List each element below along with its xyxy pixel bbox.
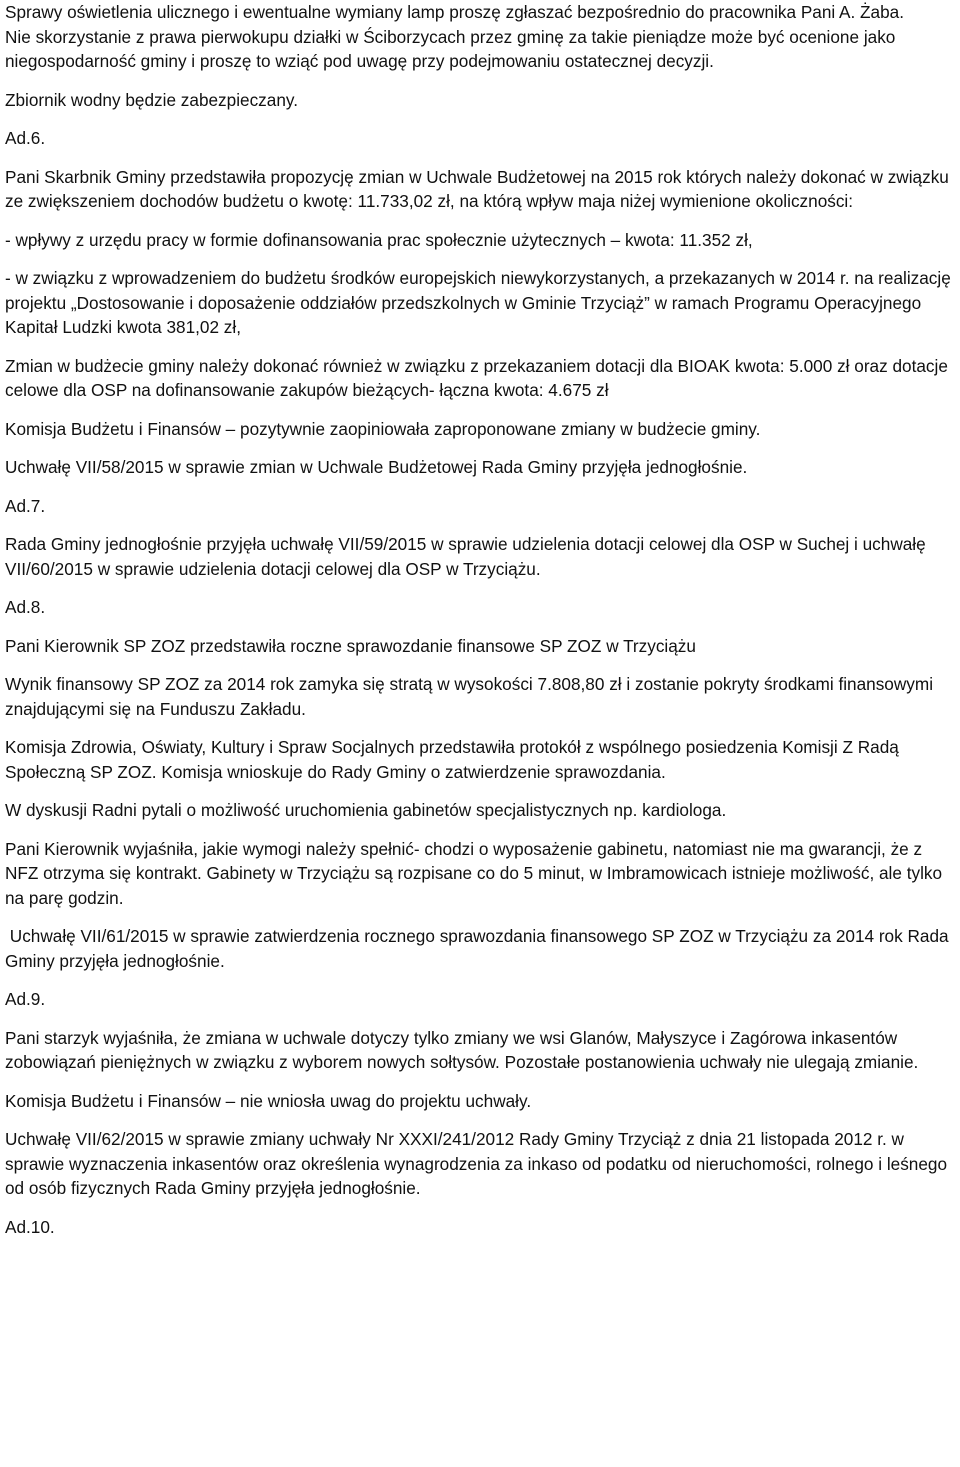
paragraph-collectors-change: Pani starzyk wyjaśniła, że zmiana w uchwale dotyczy tylko zmiany we wsi Glanów, Małyszyce i Zagórowa inkasentów zobowiązań pieniężnych w związku z wyborem nowych sołtysów. Pozostałe postanowienia uchwały nie ulegają zmianie. [5, 1027, 919, 1072]
paragraph-sp-zoz-result: Wynik finansowy SP ZOZ za 2014 rok zamyka się stratą w wysokości 7.808,80 zł i zostanie pokryty środkami finansowymi znajdującymi się na Funduszu Zakładu. [5, 674, 934, 719]
paragraph-street-lighting: Sprawy oświetlenia ulicznego i ewentualne wymiany lamp proszę zgłaszać bezpośrednio do pracownika Pani A. Żaba. [5, 2, 905, 22]
document-page [5, 0, 957, 1239]
heading-ad-9: Ad.9. [5, 989, 46, 1009]
paragraph-manager-explanation: Pani Kierownik wyjaśniła, jakie wymogi należy spełnić- chodzi o wyposażenie gabinetu, natomiast nie ma gwarancji, że z NFZ otrzyma się kontrakt. Gabinety w Trzyciążu są rozpisane co do 5 minut, w Imbramowicach istnieje możliwość, ale tylko na parę godzin. [5, 838, 943, 908]
paragraph-bioak-osp-grants: Zmian w budżecie gminy należy dokonać również w związku z przekazaniem dotacji dla BIOAK kwota: 5.000 zł oraz dotacje celowe dla OSP na dofinansowanie zakupów bieżących- łączna kwota: 4.675 zł [5, 355, 948, 400]
paragraph-budget-committee-opinion: Komisja Budżetu i Finansów – pozytywnie zaopiniowała zaproponowane zmiany w budżecie gminy. [5, 418, 761, 439]
paragraph-budget-changes: Pani Skarbnik Gminy przedstawiła propozycję zmian w Uchwale Budżetowej na 2015 rok których należy dokonać w związku ze zwiększeniem dochodów budżetu o kwotę: 11.733,02 zł, na którą wpływ maja niżej wymienione okoliczności: [5, 166, 949, 211]
paragraph-sp-zoz-report: Pani Kierownik SP ZOZ przedstawiła roczne sprawozdanie finansowe SP ZOZ w Trzyciążu [5, 635, 696, 656]
heading-ad-6: Ad.6. [5, 128, 46, 148]
heading-ad-8: Ad.8. [5, 597, 46, 617]
paragraph-resolution-58: Uchwałę VII/58/2015 w sprawie zmian w Uchwale Budżetowej Rada Gminy przyjęła jednogłośnie. [5, 457, 748, 477]
paragraph-discussion: W dyskusji Radni pytali o możliwość uruchomienia gabinetów specjalistycznych np. kardiologa. [5, 800, 727, 820]
paragraph-resolutions-59-60: Rada Gminy jednogłośnie przyjęła uchwałę VII/59/2015 w sprawie udzielenia dotacji celowej dla OSP w Suchej i uchwałę VII/60/2015 w sprawie udzielenia dotacji celowej dla OSP w Trzyciążu. [5, 534, 926, 579]
paragraph-resolution-62: Uchwałę VII/62/2015 w sprawie zmiany uchwały Nr XXXI/241/2012 Rady Gminy Trzyciąż z dnia 21 listopada 2012 r. w sprawie wyznaczenia inkasentów oraz określenia wynagrodzenia za inkaso od podatku od nieruchomości, rolnego i leśnego od osób fizycznych Rada Gminy przyjęła jednogłośnie. [5, 1129, 948, 1198]
paragraph-preemption: Nie skorzystanie z prawa pierwokupu działki w Ściborzycach przez gminę za takie pieniądze może być ocenione jako niegospodarność gminy i proszę to wziąć pod uwagę przy podejmowaniu ostatecznej decyzji. [5, 26, 896, 71]
paragraph-budget-committee-no-remarks: Komisja Budżetu i Finansów – nie wniosła uwag do projektu uchwały. [5, 1090, 532, 1111]
heading-ad-7: Ad.7. [5, 495, 46, 516]
paragraph-eu-funds: - w związku z wprowadzeniem do budżetu środków europejskich niewykorzystanych, a przekazanych w 2014 r. na realizację projektu „Dostosowanie i doposażenie oddziałów przedszkolnych w Gminie Trzyciąż” w ramach Programu Operacyjnego Kapitał Ludzki kwota 381,02 zł, [5, 268, 951, 337]
paragraph-health-committee: Komisja Zdrowia, Oświaty, Kultury i Spraw Socjalnych przedstawiła protokół z wspólnego posiedzenia Komisji Z Radą Społeczną SP ZOZ. Komisja wnioskuje do Rady Gminy o zatwierdzenie sprawozdania. [5, 737, 899, 782]
paragraph-labour-office-funds: - wpływy z urzędu pracy w formie dofinansowania prac społecznie użytecznych – kwota: 11.352 zł, [5, 229, 753, 250]
paragraph-water-reservoir: Zbiornik wodny będzie zabezpieczany. [5, 89, 298, 110]
paragraph-resolution-61: Uchwałę VII/61/2015 w sprawie zatwierdzenia rocznego sprawozdania finansowego SP ZOZ w Trzyciążu za 2014 rok Rada Gminy przyjęła jednogłośnie. [5, 926, 954, 971]
heading-ad-10: Ad.10. [5, 1216, 55, 1237]
